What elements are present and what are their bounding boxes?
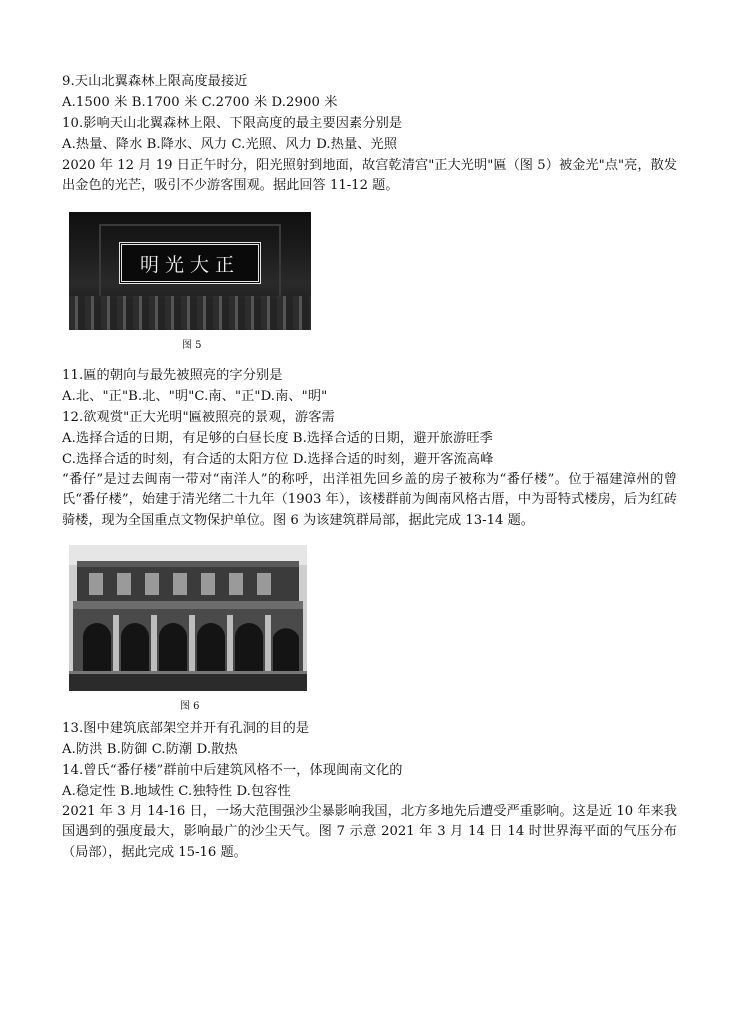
plaque-text: 明光大正 — [139, 253, 240, 276]
figure-5-caption: 图 5 — [182, 340, 202, 351]
question-12-options-ab: A.选择合适的日期，有足够的白昼长度 B.选择合适的日期，避开旅游旺季 — [62, 431, 493, 446]
question-10-options: A.热量、降水 B.降水、风力 C.光照、风力 D.热量、光照 — [62, 137, 398, 152]
passage-11-12: 2020 年 12 月 19 日正午时分，阳光照射到地面，故宫乾清宫"正大光明"匾（图 5）被金光"点"亮，散发出金色的光芒，吸引不少游客围观。据此回答 11-12 题。 — [62, 158, 677, 194]
dragon-frieze — [69, 296, 311, 330]
figure-6-caption: 图 6 — [180, 701, 200, 712]
question-13-options: A.防洪 B.防御 C.防潮 D.散热 — [62, 742, 238, 757]
passage-13-14: “番仔”是过去闽南一带对“南洋人”的称呼，出洋祖先回乡盖的房子被称为“番仔楼”。位于福建漳州的曾氏“番仔楼”，始建于清光绪二十九年（1903 年），该楼群前为闽南风格古厝，中为哥特式楼房，后为红砖骑楼，现为全国重点文物保护单位。图 6 为该建筑群局部，据此完成 13-14 题。 — [62, 472, 677, 528]
figure-6-building-photo — [69, 545, 307, 691]
building-illustration — [69, 545, 307, 691]
question-12-options-cd: C.选择合适的时刻，有合适的太阳方位 D.选择合适的时刻，避开客流高峰 — [62, 452, 494, 467]
question-9: 9.天山北翼森林上限高度最接近 — [62, 74, 248, 89]
figure-5-plaque-photo — [69, 212, 311, 330]
passage-15-16: 2021 年 3 月 14-16 日，一场大范围强沙尘暴影响我国，北方多地先后遭受严重影响。这是近 10 年来我国遇到的强度最大，影响最广的沙尘天气。图 7 示意 2021 年 3 月 14 日 14 时世界海平面的气压分布（局部），据此完成 15-16 题。 — [62, 804, 677, 860]
plaque — [119, 242, 261, 284]
question-11: 11.匾的朝向与最先被照亮的字分别是 — [62, 368, 283, 383]
question-14: 14.曾氏“番仔楼”群前中后建筑风格不一，体现闽南文化的 — [62, 763, 403, 778]
question-11-options: A.北、"正"B.北、"明"C.南、"正"D.南、"明" — [62, 389, 328, 404]
question-12: 12.欲观赏"正大光明"匾被照亮的景观，游客需 — [62, 410, 335, 425]
question-14-options: A.稳定性 B.地域性 C.独特性 D.包容性 — [62, 784, 291, 799]
question-10: 10.影响天山北翼森林上限、下限高度的最主要因素分别是 — [62, 116, 403, 131]
question-9-options: A.1500 米 B.1700 米 C.2700 米 D.2900 米 — [62, 95, 338, 110]
question-13: 13.图中建筑底部架空并开有孔洞的目的是 — [62, 721, 310, 736]
